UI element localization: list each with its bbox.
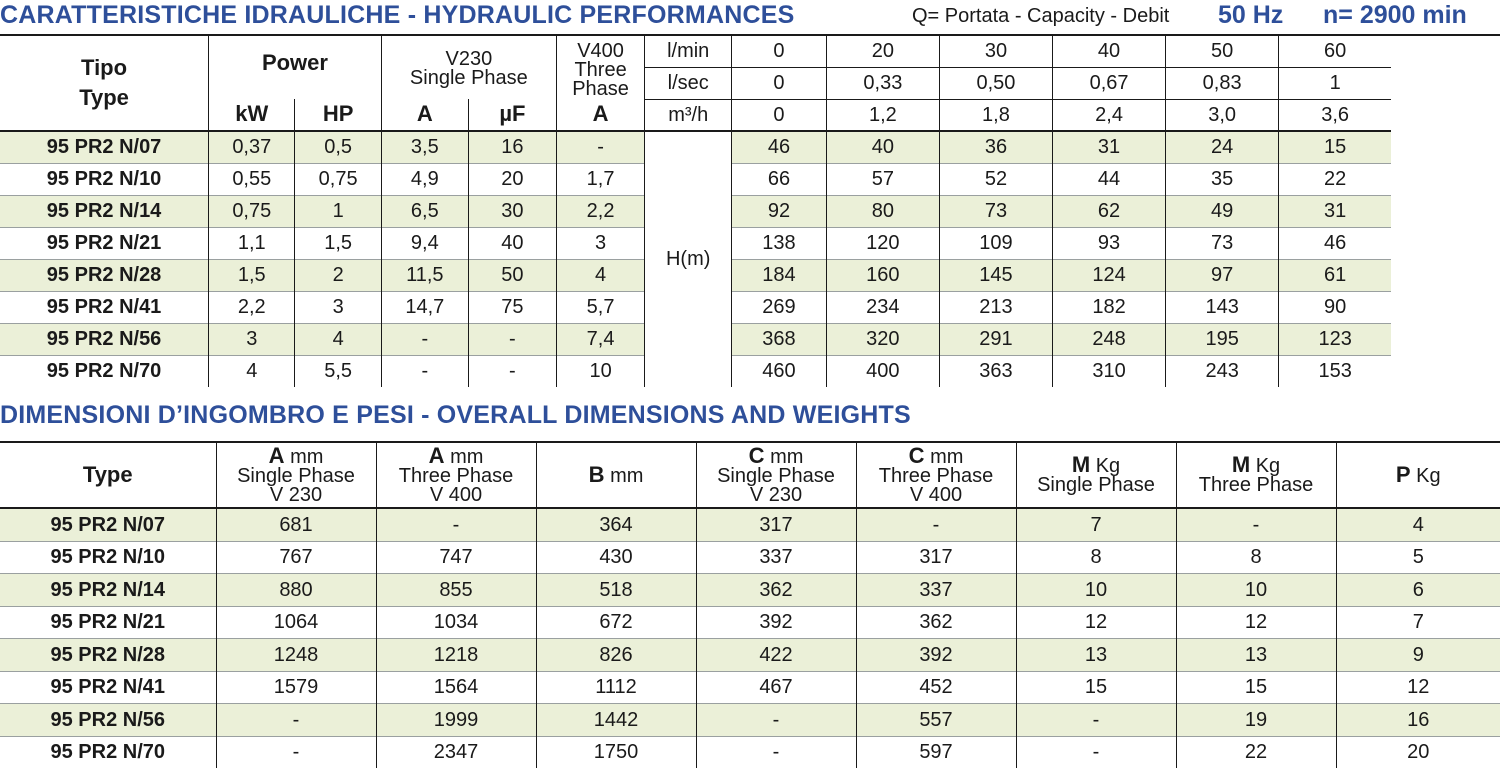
v400-label: V400 [577, 40, 624, 62]
hydraulic-table [0, 34, 1500, 387]
a-single-phase: 880 [216, 574, 376, 607]
table-row [0, 291, 1500, 323]
power-kw: 1,1 [209, 227, 295, 259]
lsec-2: 0,50 [939, 67, 1052, 99]
b-mm: 672 [536, 606, 696, 639]
c-single-phase: 337 [696, 541, 856, 574]
current-single-phase: 4,9 [381, 163, 468, 195]
m1-header [1016, 442, 1176, 508]
c1-header [696, 442, 856, 508]
capacitor-uf: 20 [468, 163, 556, 195]
current-three-phase: 5,7 [556, 291, 644, 323]
head-value: 46 [732, 131, 827, 164]
capacitor-uf: 50 [468, 259, 556, 291]
capacitor-uf: 40 [468, 227, 556, 259]
head-value: 310 [1053, 355, 1166, 387]
m3h-label: m³/h [645, 99, 732, 131]
head-value: 460 [732, 355, 827, 387]
current-three-phase: 7,4 [556, 323, 644, 355]
b-mm: 1442 [536, 704, 696, 737]
lsec-label: l/sec [645, 67, 732, 99]
a1-phase: Single Phase [237, 464, 355, 487]
table-row [0, 671, 1500, 704]
head-value: 73 [1166, 227, 1279, 259]
a-three-phase: - [376, 508, 536, 541]
m-single-phase: 7 [1016, 508, 1176, 541]
pump-type: 95 PR2 N/41 [0, 671, 216, 704]
head-value: 291 [939, 323, 1052, 355]
kw-header [209, 99, 295, 131]
a3-header [556, 99, 644, 131]
a1-voltage: V 230 [269, 483, 323, 506]
dimensions-title-bar [0, 400, 1500, 434]
table-row [0, 163, 1500, 195]
head-value: 44 [1053, 163, 1166, 195]
m3-header [1176, 442, 1336, 508]
b-header [536, 442, 696, 508]
phase-label: Phase [572, 78, 629, 99]
lmin-0: 0 [732, 35, 827, 67]
power-header [209, 35, 382, 99]
head-value: 22 [1279, 163, 1391, 195]
power-kw: 2,2 [209, 291, 295, 323]
kw-label: kW [235, 101, 269, 127]
m-single-phase: 10 [1016, 574, 1176, 607]
v230-label: V230 [445, 48, 493, 70]
c-three-phase: 392 [856, 639, 1016, 672]
pump-type: 95 PR2 N/56 [0, 323, 209, 355]
current-single-phase: 9,4 [381, 227, 468, 259]
head-value: 66 [732, 163, 827, 195]
hp-header [295, 99, 381, 131]
a3-phase: Three Phase [398, 464, 514, 487]
c1-letter: C [748, 442, 765, 468]
lmin-5: 60 [1279, 35, 1391, 67]
head-value: 213 [939, 291, 1052, 323]
current-single-phase: - [381, 323, 468, 355]
dim-type-header [0, 442, 216, 508]
c3-voltage: V 400 [909, 483, 963, 506]
pump-type: 95 PR2 N/70 [0, 355, 209, 387]
power-hp: 2 [295, 259, 381, 291]
head-value: 24 [1166, 131, 1279, 164]
a1-header [216, 442, 376, 508]
table-row [0, 736, 1500, 768]
p-letter: P [1395, 461, 1411, 487]
head-value: 243 [1166, 355, 1279, 387]
head-value: 31 [1053, 131, 1166, 164]
current-single-phase: - [381, 355, 468, 387]
head-value: 160 [826, 259, 939, 291]
head-value: 184 [732, 259, 827, 291]
power-hp: 4 [295, 323, 381, 355]
hydraulic-body [0, 131, 1500, 387]
b-mm: 826 [536, 639, 696, 672]
head-value: 57 [826, 163, 939, 195]
c3-letter: C [908, 442, 925, 468]
power-hp: 1 [295, 195, 381, 227]
current-three-phase: 4 [556, 259, 644, 291]
lmin-1: 20 [826, 35, 939, 67]
power-kw: 0,37 [209, 131, 295, 164]
a3-label: A [592, 101, 609, 127]
c-three-phase: 452 [856, 671, 1016, 704]
p-kg: 16 [1336, 704, 1500, 737]
head-value: 35 [1166, 163, 1279, 195]
hp-label: HP [322, 101, 354, 127]
current-three-phase: 2,2 [556, 195, 644, 227]
table-row [0, 508, 1500, 541]
head-value: 62 [1053, 195, 1166, 227]
m3h-2: 1,8 [939, 99, 1052, 131]
a-single-phase: 1248 [216, 639, 376, 672]
speed-label: n= 2900 min [1323, 1, 1467, 29]
table-row [0, 639, 1500, 672]
head-value: 320 [826, 323, 939, 355]
c-single-phase: 317 [696, 508, 856, 541]
capacitor-uf: - [468, 323, 556, 355]
head-value: 80 [826, 195, 939, 227]
power-hp: 3 [295, 291, 381, 323]
head-value: 61 [1279, 259, 1391, 291]
p-unit: Kg [1416, 464, 1441, 487]
c-three-phase: 337 [856, 574, 1016, 607]
frequency-label: 50 Hz [1218, 1, 1284, 29]
a-single-phase: - [216, 704, 376, 737]
c-three-phase: 362 [856, 606, 1016, 639]
c3-phase: Three Phase [878, 464, 994, 487]
pump-type: 95 PR2 N/70 [0, 736, 216, 768]
pump-type: 95 PR2 N/14 [0, 195, 209, 227]
head-value: 124 [1053, 259, 1166, 291]
uf-header [468, 99, 556, 131]
c-single-phase: 422 [696, 639, 856, 672]
power-kw: 4 [209, 355, 295, 387]
capacitor-uf: 75 [468, 291, 556, 323]
c-single-phase: - [696, 736, 856, 768]
head-value: 90 [1279, 291, 1391, 323]
lsec-4: 0,83 [1166, 67, 1279, 99]
capacitor-uf: - [468, 355, 556, 387]
table-row [0, 259, 1500, 291]
a1-letter: A [268, 442, 285, 468]
head-value: 182 [1053, 291, 1166, 323]
power-kw: 3 [209, 323, 295, 355]
lsec-1: 0,33 [826, 67, 939, 99]
a-header [381, 99, 468, 131]
uf-label: µF [499, 101, 526, 127]
dimensions-table [0, 441, 1500, 768]
head-value: 248 [1053, 323, 1166, 355]
a3-unit: mm [450, 445, 484, 468]
head-value: 145 [939, 259, 1052, 291]
head-value: 46 [1279, 227, 1391, 259]
head-value: 195 [1166, 323, 1279, 355]
hydraulic-title: CARATTERISTICHE IDRAULICHE - HYDRAULIC PERFORMANCES [0, 1, 795, 29]
tipo-type-header [0, 35, 209, 131]
a-single-phase: 767 [216, 541, 376, 574]
lmin-4: 50 [1166, 35, 1279, 67]
table-row [0, 195, 1500, 227]
m-three-phase: 10 [1176, 574, 1336, 607]
current-three-phase: 1,7 [556, 163, 644, 195]
c-three-phase: 597 [856, 736, 1016, 768]
current-three-phase: 3 [556, 227, 644, 259]
power-hp: 5,5 [295, 355, 381, 387]
lmin-label: l/min [645, 35, 732, 67]
power-kw: 0,55 [209, 163, 295, 195]
type-label: Type [79, 84, 129, 110]
c1-voltage: V 230 [749, 483, 803, 506]
a-three-phase: 1999 [376, 704, 536, 737]
three-label: Three [574, 59, 627, 81]
c-single-phase: 362 [696, 574, 856, 607]
a3-letter: A [428, 442, 445, 468]
a1-unit: mm [290, 445, 324, 468]
head-value: 138 [732, 227, 827, 259]
current-three-phase: - [556, 131, 644, 164]
a-label: A [416, 101, 433, 127]
p-kg: 12 [1336, 671, 1500, 704]
b-mm: 364 [536, 508, 696, 541]
current-single-phase: 11,5 [381, 259, 468, 291]
m-three-phase: 13 [1176, 639, 1336, 672]
current-three-phase: 10 [556, 355, 644, 387]
power-kw: 1,5 [209, 259, 295, 291]
m-single-phase: - [1016, 736, 1176, 768]
head-value: 234 [826, 291, 939, 323]
a-three-phase: 855 [376, 574, 536, 607]
m3h-3: 2,4 [1053, 99, 1166, 131]
head-value: 92 [732, 195, 827, 227]
head-value: 109 [939, 227, 1052, 259]
dimensions-title: DIMENSIONI D’INGOMBRO E PESI - OVERALL DIMENSIONS AND WEIGHTS [0, 401, 911, 429]
pump-type: 95 PR2 N/07 [0, 131, 209, 164]
capacitor-uf: 16 [468, 131, 556, 164]
pump-type: 95 PR2 N/10 [0, 541, 216, 574]
lmin-2: 30 [939, 35, 1052, 67]
b-mm: 518 [536, 574, 696, 607]
p-kg: 4 [1336, 508, 1500, 541]
head-value: 49 [1166, 195, 1279, 227]
c1-phase: Single Phase [717, 464, 835, 487]
m3h-0: 0 [732, 99, 827, 131]
head-value: 153 [1279, 355, 1391, 387]
pump-type: 95 PR2 N/14 [0, 574, 216, 607]
a-three-phase: 2347 [376, 736, 536, 768]
a-single-phase: 681 [216, 508, 376, 541]
m-single-phase: 12 [1016, 606, 1176, 639]
m3h-5: 3,6 [1279, 99, 1391, 131]
m-single-phase: - [1016, 704, 1176, 737]
a-three-phase: 1564 [376, 671, 536, 704]
head-value: 52 [939, 163, 1052, 195]
head-value: 73 [939, 195, 1052, 227]
m3-phase: Three Phase [1198, 474, 1314, 496]
dim-type-label: Type [82, 462, 133, 487]
m-three-phase: 19 [1176, 704, 1336, 737]
capacitor-uf: 30 [468, 195, 556, 227]
a-three-phase: 747 [376, 541, 536, 574]
pump-type: 95 PR2 N/21 [0, 227, 209, 259]
v400-header [556, 35, 644, 99]
p-kg: 9 [1336, 639, 1500, 672]
pump-type: 95 PR2 N/21 [0, 606, 216, 639]
table-row [0, 704, 1500, 737]
c-single-phase: 392 [696, 606, 856, 639]
power-hp: 0,5 [295, 131, 381, 164]
table-row [0, 355, 1500, 387]
a-single-phase: 1064 [216, 606, 376, 639]
head-value: 93 [1053, 227, 1166, 259]
m-single-phase: 15 [1016, 671, 1176, 704]
a-three-phase: 1034 [376, 606, 536, 639]
lsec-0: 0 [732, 67, 827, 99]
b-mm: 1112 [536, 671, 696, 704]
power-hp: 1,5 [295, 227, 381, 259]
b-mm: 430 [536, 541, 696, 574]
v230-header [381, 35, 556, 99]
pump-type: 95 PR2 N/41 [0, 291, 209, 323]
power-hp: 0,75 [295, 163, 381, 195]
head-value: 15 [1279, 131, 1391, 164]
head-value: 363 [939, 355, 1052, 387]
a-single-phase: - [216, 736, 376, 768]
p-kg: 20 [1336, 736, 1500, 768]
m-three-phase: 8 [1176, 541, 1336, 574]
p-header [1336, 442, 1500, 508]
table-row [0, 323, 1500, 355]
m3-unit: Kg [1255, 455, 1281, 477]
head-value: 31 [1279, 195, 1391, 227]
m3-letter: M [1231, 452, 1251, 477]
c-single-phase: 467 [696, 671, 856, 704]
current-single-phase: 6,5 [381, 195, 468, 227]
c3-header [856, 442, 1016, 508]
b-mm: 1750 [536, 736, 696, 768]
lsec-3: 0,67 [1053, 67, 1166, 99]
c1-unit: mm [770, 445, 804, 468]
pump-type: 95 PR2 N/28 [0, 259, 209, 291]
c-three-phase: 557 [856, 704, 1016, 737]
m1-letter: M [1071, 452, 1091, 477]
a3-voltage: V 400 [429, 483, 483, 506]
table-row [0, 227, 1500, 259]
head-value: 269 [732, 291, 827, 323]
m-three-phase: 12 [1176, 606, 1336, 639]
lsec-5: 1 [1279, 67, 1391, 99]
a-three-phase: 1218 [376, 639, 536, 672]
m1-unit: Kg [1095, 455, 1121, 477]
dimensions-body [0, 508, 1500, 768]
head-value: 40 [826, 131, 939, 164]
p-kg: 5 [1336, 541, 1500, 574]
pump-type: 95 PR2 N/28 [0, 639, 216, 672]
power-kw: 0,75 [209, 195, 295, 227]
m-single-phase: 8 [1016, 541, 1176, 574]
c-single-phase: - [696, 704, 856, 737]
b-letter: B [588, 461, 605, 487]
m-three-phase: 15 [1176, 671, 1336, 704]
capacity-note: Q= Portata - Capacity - Debit [912, 5, 1170, 27]
head-value: 368 [732, 323, 827, 355]
head-value: 143 [1166, 291, 1279, 323]
p-kg: 6 [1336, 574, 1500, 607]
lmin-3: 40 [1053, 35, 1166, 67]
power-label: Power [261, 50, 328, 75]
single-phase-label: Single Phase [409, 67, 528, 89]
pump-type: 95 PR2 N/10 [0, 163, 209, 195]
p-kg: 7 [1336, 606, 1500, 639]
m-three-phase: 22 [1176, 736, 1336, 768]
a3-header-dim [376, 442, 536, 508]
m-single-phase: 13 [1016, 639, 1176, 672]
table-row [0, 541, 1500, 574]
c3-unit: mm [930, 445, 964, 468]
m-three-phase: - [1176, 508, 1336, 541]
current-single-phase: 14,7 [381, 291, 468, 323]
head-value: 36 [939, 131, 1052, 164]
head-value: 123 [1279, 323, 1391, 355]
hydraulic-title-bar [0, 0, 1500, 34]
c-three-phase: - [856, 508, 1016, 541]
b-unit: mm [610, 464, 644, 487]
a-single-phase: 1579 [216, 671, 376, 704]
head-value: 400 [826, 355, 939, 387]
tipo-label: Tipo [81, 54, 128, 80]
head-value: 97 [1166, 259, 1279, 291]
m1-phase: Single Phase [1037, 474, 1155, 496]
table-row [0, 574, 1500, 607]
pump-type: 95 PR2 N/56 [0, 704, 216, 737]
pump-type: 95 PR2 N/07 [0, 508, 216, 541]
m3h-1: 1,2 [826, 99, 939, 131]
current-single-phase: 3,5 [381, 131, 468, 164]
c-three-phase: 317 [856, 541, 1016, 574]
head-label: H(m) [645, 131, 732, 387]
head-value: 120 [826, 227, 939, 259]
table-row [0, 131, 1500, 164]
m3h-4: 3,0 [1166, 99, 1279, 131]
table-row [0, 606, 1500, 639]
